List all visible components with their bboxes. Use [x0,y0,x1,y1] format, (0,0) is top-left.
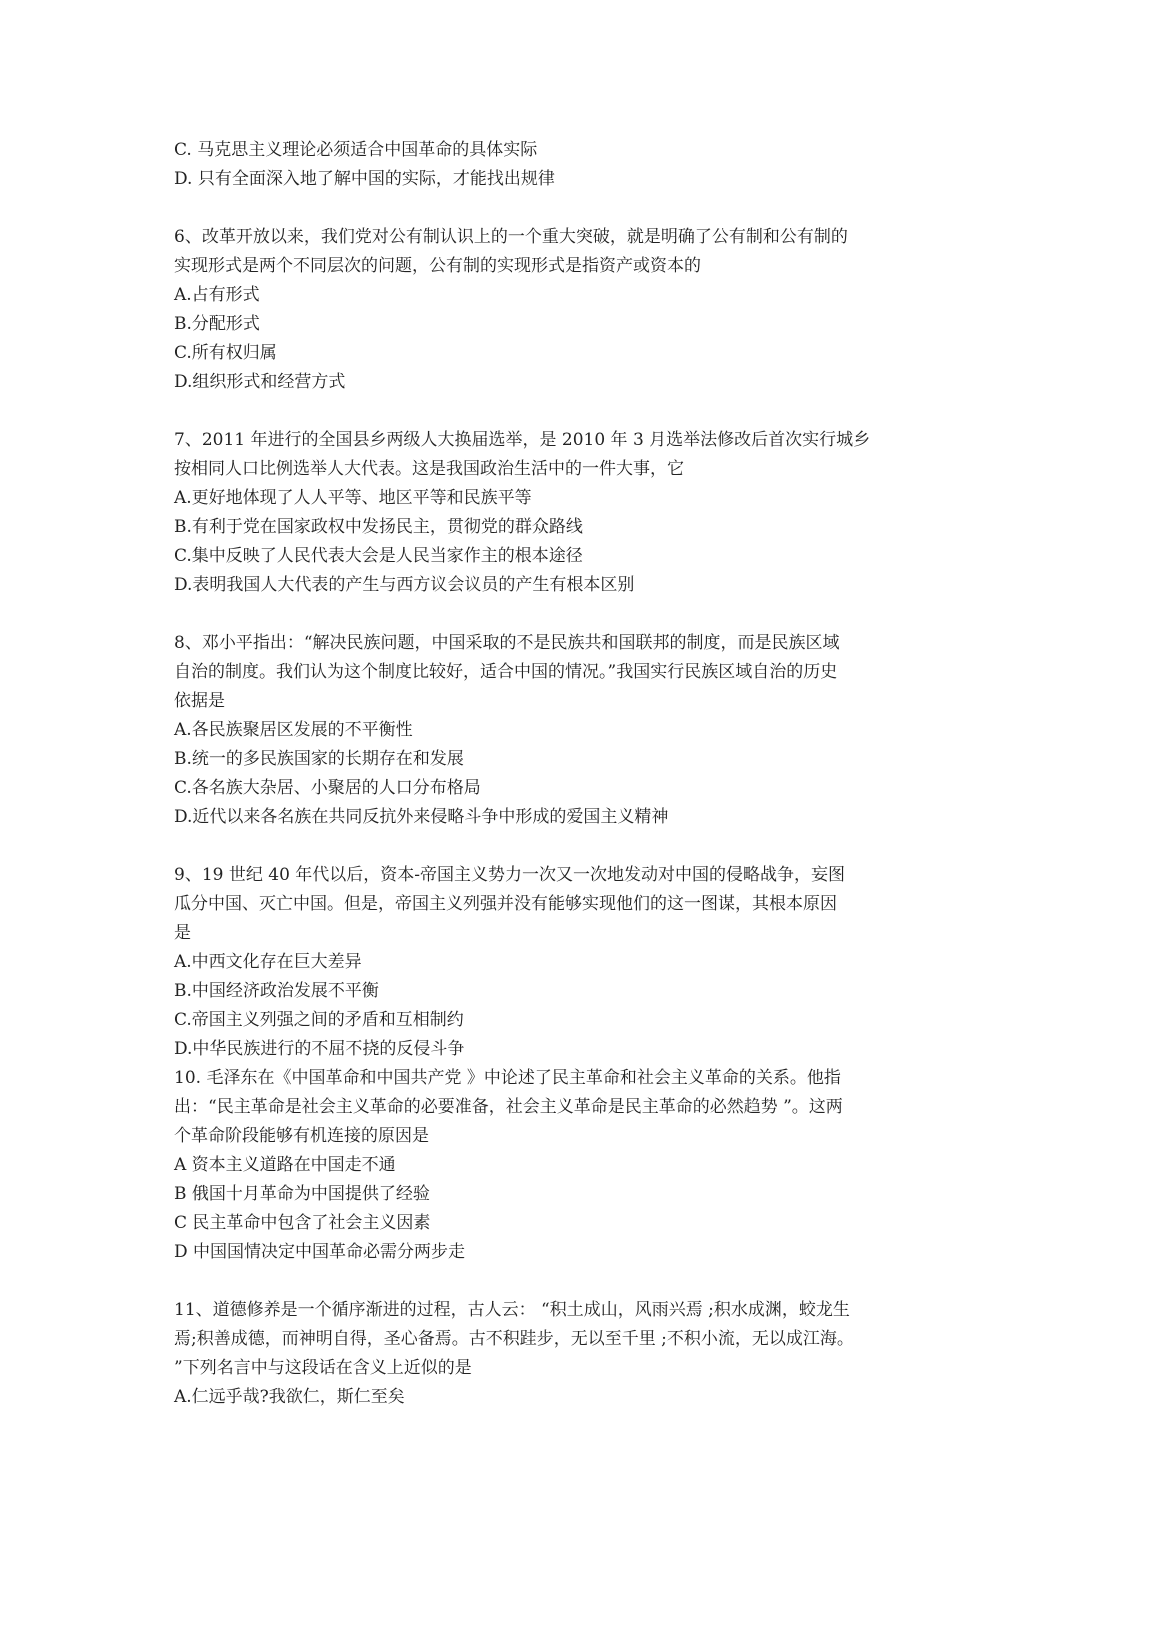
paragraph-gap [174,832,994,861]
question-11-option-a: A.仁远乎哉?我欲仁，斯仁至矣 [174,1387,405,1407]
question-8-option-a: A.各民族聚居区发展的不平衡性 [174,720,413,740]
question-10-option-a: A 资本主义道路在中国走不通 [174,1155,396,1175]
question-11-text: ”下列名言中与这段话在含义上近似的是 [174,1358,472,1378]
question-11-text: 11、道德修养是一个循序渐进的过程，古人云： “积土成山，风雨兴焉 ;积水成渊，蛟龙生 [174,1300,850,1320]
option-line: D. 只有全面深入地了解中国的实际，才能找出规律 [174,169,555,189]
question-9-text: 瓜分中国、灭亡中国。但是，帝国主义列强并没有能够实现他们的这一图谋，其根本原因 [174,894,837,914]
paragraph-gap [174,194,994,223]
question-11-text: 焉;积善成德，而神明自得，圣心备焉。古不积跬步，无以至千里 ;不积小流，无以成江海。 [174,1329,854,1349]
question-text-block [174,136,994,1412]
question-7-option-d: D.表明我国人大代表的产生与西方议会议员的产生有根本区别 [174,575,635,595]
question-6-option-c: C.所有权归属 [174,343,277,363]
paragraph-gap [174,1267,994,1296]
question-8-text: 依据是 [174,691,225,711]
option-line: C. 马克思主义理论必须适合中国革命的具体实际 [174,140,538,160]
question-7-option-c: C.集中反映了人民代表大会是人民当家作主的根本途径 [174,546,583,566]
question-10-text: 出：“民主革命是社会主义革命的必要准备，社会主义革命是民主革命的必然趋势 ”。这两 [174,1097,843,1117]
question-6-text: 实现形式是两个不同层次的问题，公有制的实现形式是指资产或资本的 [174,256,701,276]
paragraph-gap [174,397,994,426]
question-8-option-d: D.近代以来各名族在共同反抗外来侵略斗争中形成的爱国主义精神 [174,807,669,827]
question-7-option-a: A.更好地体现了人人平等、地区平等和民族平等 [174,488,532,508]
question-9-text: 9、19 世纪 40 年代以后，资本-帝国主义势力一次又一次地发动对中国的侵略战争，妄图 [174,865,846,885]
question-9-option-b: B.中国经济政治发展不平衡 [174,981,379,1001]
question-9-option-d: D.中华民族进行的不屈不挠的反侵斗争 [174,1039,465,1059]
question-10-option-d: D 中国国情决定中国革命必需分两步走 [174,1242,466,1262]
question-10-option-c: C 民主革命中包含了社会主义因素 [174,1213,431,1233]
question-10-option-b: B 俄国十月革命为中国提供了经验 [174,1184,430,1204]
question-8-option-c: C.各名族大杂居、小聚居的人口分布格局 [174,778,481,798]
question-6-option-d: D.组织形式和经营方式 [174,372,346,392]
question-10-text: 个革命阶段能够有机连接的原因是 [174,1126,429,1146]
paragraph-gap [174,600,994,629]
question-6-text: 6、改革开放以来，我们党对公有制认识上的一个重大突破，就是明确了公有制和公有制的 [174,227,848,247]
question-9-option-c: C.帝国主义列强之间的矛盾和互相制约 [174,1010,464,1030]
question-7-text: 7、2011 年进行的全国县乡两级人大换届选举，是 2010 年 3 月选举法修改后首次实行城乡 [174,430,871,450]
question-8-text: 自治的制度。我们认为这个制度比较好，适合中国的情况。”我国实行民族区域自治的历史 [174,662,838,682]
question-10-text: 10. 毛泽东在《中国革命和中国共产党 》中论述了民主革命和社会主义革命的关系。他指 [174,1068,841,1088]
question-8-option-b: B.统一的多民族国家的长期存在和发展 [174,749,464,769]
question-7-option-b: B.有利于党在国家政权中发扬民主，贯彻党的群众路线 [174,517,583,537]
question-6-option-b: B.分配形式 [174,314,260,334]
question-9-text: 是 [174,923,191,943]
question-6-option-a: A.占有形式 [174,285,260,305]
question-7-text: 按相同人口比例选举人大代表。这是我国政治生活中的一件大事，它 [174,459,684,479]
question-8-text: 8、邓小平指出：“解决民族问题，中国采取的不是民族共和国联邦的制度，而是民族区域 [174,633,840,653]
question-9-option-a: A.中西文化存在巨大差异 [174,952,362,972]
